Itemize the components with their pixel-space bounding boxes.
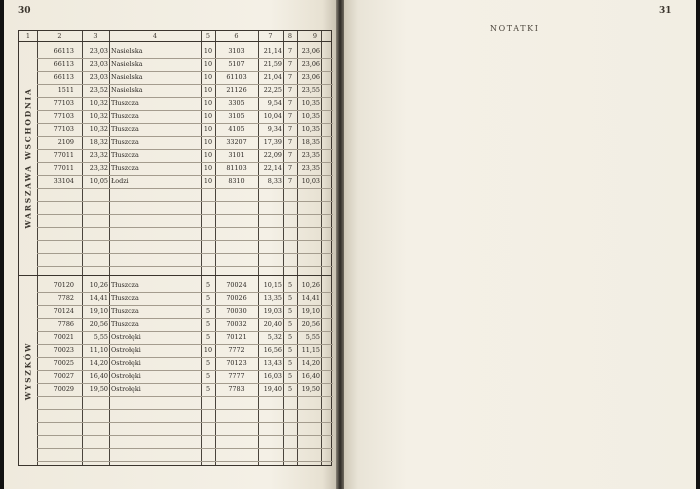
station-name: WYSZKÓW bbox=[23, 341, 33, 401]
cell-dest: Nasielska bbox=[111, 47, 143, 55]
table-row bbox=[19, 162, 331, 175]
cell-arr2: 19,50 bbox=[301, 385, 320, 393]
cell-cls: 10 bbox=[203, 346, 213, 354]
row-rule bbox=[37, 253, 333, 254]
cell-cls2: 7 bbox=[287, 138, 293, 146]
cell-arr2: 23,06 bbox=[301, 73, 320, 81]
cell-train: 70023 bbox=[53, 346, 74, 354]
cell-cls2: 5 bbox=[287, 320, 293, 328]
table-row bbox=[19, 58, 331, 71]
cell-train: 70021 bbox=[53, 333, 74, 341]
row-rule bbox=[37, 409, 333, 410]
cell-dep: 19,10 bbox=[89, 307, 108, 315]
cell-train2: 21126 bbox=[226, 86, 247, 94]
cell-cls: 10 bbox=[203, 86, 213, 94]
cell-dep: 23,32 bbox=[89, 164, 108, 172]
cell-dest: Ostrołęki bbox=[111, 372, 141, 380]
cell-dep: 23,32 bbox=[89, 151, 108, 159]
cell-arr2: 23,35 bbox=[301, 151, 320, 159]
column-header: 6 bbox=[234, 32, 239, 40]
column-header: 3 bbox=[93, 32, 98, 40]
row-rule bbox=[37, 227, 333, 228]
cell-dep: 18,32 bbox=[89, 138, 108, 146]
cell-train: 33104 bbox=[53, 177, 74, 185]
cell-cls: 5 bbox=[205, 372, 211, 380]
cell-train: 77011 bbox=[53, 164, 74, 172]
row-rule bbox=[37, 240, 333, 241]
table-row bbox=[19, 357, 331, 370]
cell-cls: 10 bbox=[203, 112, 213, 120]
row-rule bbox=[37, 266, 333, 267]
cell-arr: 10,15 bbox=[263, 281, 282, 289]
row-rule bbox=[37, 422, 333, 423]
cell-dest: Nasielska bbox=[111, 60, 143, 68]
cell-train2: 70032 bbox=[226, 320, 247, 328]
cell-train: 70120 bbox=[53, 281, 74, 289]
cell-cls2: 7 bbox=[287, 112, 293, 120]
cell-train2: 5107 bbox=[228, 60, 245, 68]
cell-arr2: 14,41 bbox=[301, 294, 320, 302]
cell-arr: 16,56 bbox=[263, 346, 282, 354]
cell-arr2: 5,55 bbox=[305, 333, 320, 341]
row-rule bbox=[37, 214, 333, 215]
cell-train: 1511 bbox=[57, 86, 74, 94]
cell-train: 77011 bbox=[53, 151, 74, 159]
cell-arr2: 16,40 bbox=[301, 372, 320, 380]
cell-cls: 5 bbox=[205, 385, 211, 393]
cell-dep: 23,03 bbox=[89, 73, 108, 81]
table-row bbox=[19, 45, 331, 58]
cell-cls: 10 bbox=[203, 125, 213, 133]
cell-train2: 33207 bbox=[226, 138, 247, 146]
table-row bbox=[19, 305, 331, 318]
cell-arr: 21,04 bbox=[263, 73, 282, 81]
cell-cls2: 5 bbox=[287, 385, 293, 393]
cell-arr2: 10,26 bbox=[301, 281, 320, 289]
cell-cls: 5 bbox=[205, 359, 211, 367]
cell-cls: 10 bbox=[203, 73, 213, 81]
cell-arr: 21,59 bbox=[263, 60, 282, 68]
cell-dep: 20,56 bbox=[89, 320, 108, 328]
cell-train2: 3101 bbox=[228, 151, 245, 159]
page-number-right: 31 bbox=[659, 6, 672, 16]
cell-dest: Ostrołęki bbox=[111, 346, 141, 354]
cell-train2: 7772 bbox=[228, 346, 245, 354]
cell-cls2: 7 bbox=[287, 177, 293, 185]
row-rule bbox=[37, 435, 333, 436]
cell-train2: 81103 bbox=[226, 164, 247, 172]
cell-arr: 16,03 bbox=[263, 372, 282, 380]
cell-cls2: 5 bbox=[287, 346, 293, 354]
table-row bbox=[19, 331, 331, 344]
cell-train2: 70024 bbox=[226, 281, 247, 289]
column-header: 9 bbox=[312, 32, 318, 40]
row-rule bbox=[37, 201, 333, 202]
cell-arr: 19,40 bbox=[263, 385, 282, 393]
cell-cls2: 7 bbox=[287, 164, 293, 172]
cell-arr2: 20,56 bbox=[301, 320, 320, 328]
cell-train: 7786 bbox=[57, 320, 74, 328]
cell-arr2: 23,06 bbox=[301, 47, 320, 55]
row-rule bbox=[37, 461, 333, 462]
cell-arr: 10,04 bbox=[263, 112, 282, 120]
left-page bbox=[4, 0, 336, 489]
cell-dep: 10,05 bbox=[89, 177, 108, 185]
cell-dep: 14,41 bbox=[89, 294, 108, 302]
cell-dest: Nasielska bbox=[111, 86, 143, 94]
cell-train: 2109 bbox=[57, 138, 74, 146]
cell-arr: 9,54 bbox=[267, 99, 282, 107]
cell-arr2: 10,03 bbox=[301, 177, 320, 185]
cell-cls2: 7 bbox=[287, 125, 293, 133]
cell-dep: 11,10 bbox=[89, 346, 108, 354]
table-row bbox=[19, 136, 331, 149]
cell-cls: 5 bbox=[205, 294, 211, 302]
cell-train2: 70121 bbox=[226, 333, 247, 341]
cell-train2: 3305 bbox=[228, 99, 245, 107]
cell-train: 66113 bbox=[53, 60, 74, 68]
cell-train2: 70030 bbox=[226, 307, 247, 315]
cell-train2: 3103 bbox=[228, 47, 245, 55]
notes-heading: NOTATKI bbox=[490, 24, 540, 33]
right-page bbox=[344, 0, 696, 489]
cell-cls2: 5 bbox=[287, 281, 293, 289]
cell-cls2: 7 bbox=[287, 86, 293, 94]
cell-cls2: 5 bbox=[287, 372, 293, 380]
cell-arr2: 14,20 bbox=[301, 359, 320, 367]
cell-dep: 19,50 bbox=[89, 385, 108, 393]
column-header: 7 bbox=[268, 32, 273, 40]
cell-dest: Tłuszcza bbox=[111, 307, 139, 315]
cell-dep: 23,52 bbox=[89, 86, 108, 94]
cell-dep: 10,32 bbox=[89, 112, 108, 120]
cell-train2: 7777 bbox=[228, 372, 245, 380]
cell-train: 70029 bbox=[53, 385, 74, 393]
cell-dest: Ostrołęki bbox=[111, 385, 141, 393]
cell-dep: 10,32 bbox=[89, 125, 108, 133]
cell-dest: Tłuszcza bbox=[111, 294, 139, 302]
cell-arr: 20,40 bbox=[263, 320, 282, 328]
cell-dest: Tłuszcza bbox=[111, 164, 139, 172]
table-row bbox=[19, 279, 331, 292]
cell-cls: 10 bbox=[203, 164, 213, 172]
cell-train: 77103 bbox=[53, 125, 74, 133]
cell-cls2: 5 bbox=[287, 307, 293, 315]
cell-arr: 13,43 bbox=[263, 359, 282, 367]
page-number-left: 30 bbox=[18, 6, 31, 16]
cell-dest: Łodzi bbox=[111, 177, 129, 185]
cell-dest: Tłuszcza bbox=[111, 112, 139, 120]
cell-arr: 13,35 bbox=[263, 294, 282, 302]
cell-cls: 5 bbox=[205, 281, 211, 289]
cell-arr2: 10,35 bbox=[301, 99, 320, 107]
timetable bbox=[18, 30, 332, 466]
cell-train: 66113 bbox=[53, 73, 74, 81]
cell-train: 70027 bbox=[53, 372, 74, 380]
table-row bbox=[19, 123, 331, 136]
row-rule bbox=[37, 448, 333, 449]
cell-arr: 22,09 bbox=[263, 151, 282, 159]
cell-arr2: 10,35 bbox=[301, 125, 320, 133]
cell-dest: Ostrołęki bbox=[111, 333, 141, 341]
cell-arr: 9,34 bbox=[267, 125, 282, 133]
cell-dest: Ostrołęki bbox=[111, 359, 141, 367]
cell-cls2: 5 bbox=[287, 359, 293, 367]
cell-train2: 7783 bbox=[228, 385, 245, 393]
cell-train: 70124 bbox=[53, 307, 74, 315]
cell-dest: Tłuszcza bbox=[111, 281, 139, 289]
cell-arr2: 23,55 bbox=[301, 86, 320, 94]
cell-train: 77103 bbox=[53, 99, 74, 107]
cell-train2: 4105 bbox=[228, 125, 245, 133]
cell-cls: 10 bbox=[203, 151, 213, 159]
cell-cls2: 7 bbox=[287, 73, 293, 81]
cell-train: 77103 bbox=[53, 112, 74, 120]
cell-train: 66113 bbox=[53, 47, 74, 55]
cell-cls: 5 bbox=[205, 320, 211, 328]
section-divider bbox=[19, 275, 331, 276]
cell-train: 7782 bbox=[57, 294, 74, 302]
cell-cls2: 5 bbox=[287, 294, 293, 302]
cell-dest: Tłuszcza bbox=[111, 138, 139, 146]
cell-cls: 10 bbox=[203, 177, 213, 185]
cell-train2: 70026 bbox=[226, 294, 247, 302]
table-row bbox=[19, 370, 331, 383]
cell-dep: 14,20 bbox=[89, 359, 108, 367]
table-row bbox=[19, 149, 331, 162]
cell-dep: 23,03 bbox=[89, 60, 108, 68]
cell-arr: 21,14 bbox=[263, 47, 282, 55]
cell-arr: 5,32 bbox=[267, 333, 282, 341]
cell-cls2: 7 bbox=[287, 47, 293, 55]
cell-train2: 61103 bbox=[226, 73, 247, 81]
station-name: WARSZAWA WSCHODNIA bbox=[23, 87, 33, 229]
column-header: 5 bbox=[205, 32, 211, 40]
column-header: 8 bbox=[287, 32, 293, 40]
column-header: 1 bbox=[25, 32, 31, 40]
cell-train2: 70123 bbox=[226, 359, 247, 367]
cell-cls2: 7 bbox=[287, 60, 293, 68]
table-row bbox=[19, 383, 331, 396]
column-header: 2 bbox=[57, 32, 62, 40]
cell-train2: 3105 bbox=[228, 112, 245, 120]
cell-cls: 5 bbox=[205, 333, 211, 341]
cell-dest: Tłuszcza bbox=[111, 320, 139, 328]
cell-dep: 16,40 bbox=[89, 372, 108, 380]
cell-cls2: 5 bbox=[287, 333, 293, 341]
cell-arr2: 11,15 bbox=[301, 346, 320, 354]
cell-cls: 10 bbox=[203, 47, 213, 55]
cell-cls2: 7 bbox=[287, 99, 293, 107]
table-row bbox=[19, 175, 331, 188]
cell-arr2: 19,10 bbox=[301, 307, 320, 315]
book-gutter bbox=[336, 0, 344, 489]
cell-dest: Tłuszcza bbox=[111, 125, 139, 133]
cell-cls: 10 bbox=[203, 99, 213, 107]
cell-dest: Nasielska bbox=[111, 73, 143, 81]
cell-dest: Tłuszcza bbox=[111, 99, 139, 107]
cell-dep: 23,03 bbox=[89, 47, 108, 55]
cell-arr2: 23,35 bbox=[301, 164, 320, 172]
table-row bbox=[19, 110, 331, 123]
cell-arr: 22,25 bbox=[263, 86, 282, 94]
cell-train: 70025 bbox=[53, 359, 74, 367]
cell-cls: 10 bbox=[203, 60, 213, 68]
table-row bbox=[19, 97, 331, 110]
cell-dep: 5,55 bbox=[93, 333, 108, 341]
table-row bbox=[19, 318, 331, 331]
row-rule bbox=[37, 188, 333, 189]
table-row bbox=[19, 344, 331, 357]
cell-dep: 10,26 bbox=[89, 281, 108, 289]
cell-arr2: 10,35 bbox=[301, 112, 320, 120]
cell-cls: 10 bbox=[203, 138, 213, 146]
cell-arr: 8,33 bbox=[267, 177, 282, 185]
cell-train2: 8310 bbox=[228, 177, 245, 185]
table-row bbox=[19, 71, 331, 84]
cell-dep: 10,32 bbox=[89, 99, 108, 107]
header-rule bbox=[19, 41, 331, 42]
row-rule bbox=[37, 396, 333, 397]
cell-dest: Tłuszcza bbox=[111, 151, 139, 159]
cell-cls2: 7 bbox=[287, 151, 293, 159]
header-row bbox=[19, 31, 331, 41]
cell-arr: 17,39 bbox=[263, 138, 282, 146]
column-header: 4 bbox=[152, 32, 158, 40]
cell-arr2: 18,35 bbox=[301, 138, 320, 146]
cell-arr2: 23,06 bbox=[301, 60, 320, 68]
cell-arr: 19,03 bbox=[263, 307, 282, 315]
table-row bbox=[19, 84, 331, 97]
table-row bbox=[19, 292, 331, 305]
cell-arr: 22,14 bbox=[263, 164, 282, 172]
cell-cls: 5 bbox=[205, 307, 211, 315]
